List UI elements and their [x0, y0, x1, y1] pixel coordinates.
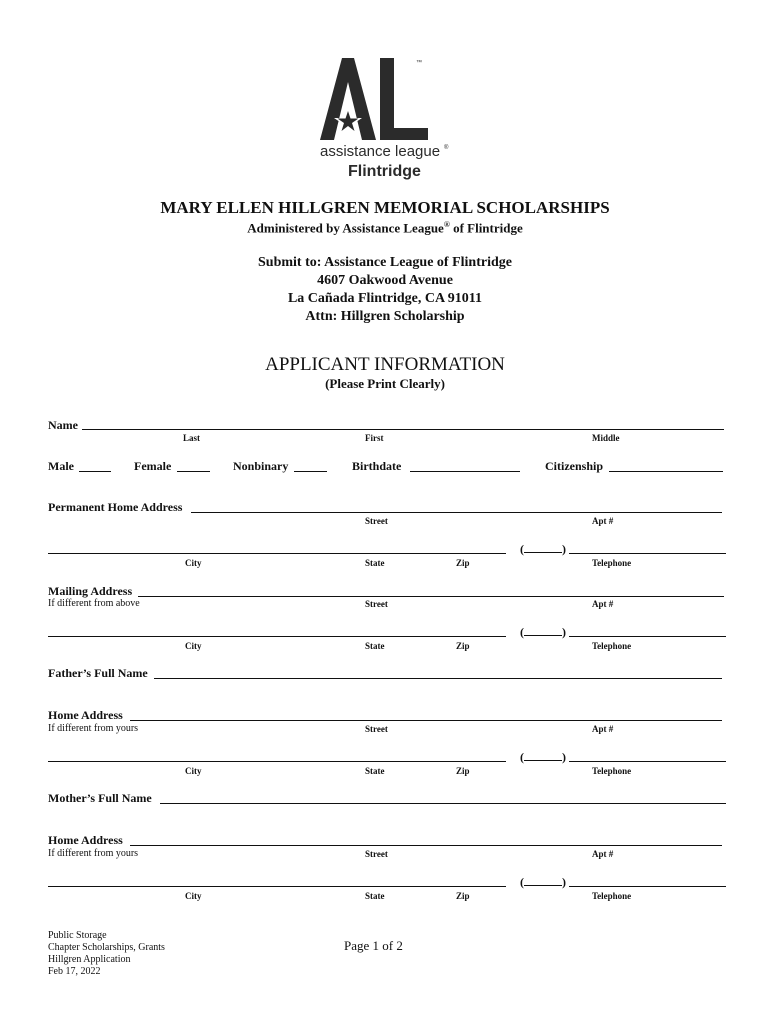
mother-street-caption: Street [365, 849, 388, 859]
name-last-caption: Last [183, 433, 201, 443]
administered-reg: ® [443, 220, 450, 229]
submit-to-line-4: Attn: Hillgren Scholarship [305, 309, 465, 324]
administered-post: of Flintridge [449, 220, 523, 236]
female-label: Female [134, 459, 172, 473]
permanent-telephone-caption: Telephone [592, 558, 632, 568]
page-number: Page 1 of 2 [344, 938, 403, 953]
logo-line1: assistance league [320, 143, 441, 160]
permanent-telephone-area-code[interactable]: ( ) [520, 542, 566, 556]
footer-line-4: Feb 17, 2022 [48, 966, 101, 977]
footer-info [48, 930, 165, 978]
nonbinary-field[interactable] [294, 471, 327, 472]
section-title: APPLICANT INFORMATION [265, 354, 505, 375]
footer-line-3: Hillgren Application [48, 954, 131, 965]
father-zip-caption: Zip [456, 766, 470, 776]
mailing-address-label: Mailing Address [48, 584, 133, 598]
name-label: Name [48, 418, 78, 432]
mother-home-address-label: Home Address [48, 833, 123, 847]
mailing-apt-caption: Apt # [592, 599, 614, 609]
father-telephone-area-code[interactable]: ( ) [520, 750, 566, 764]
logo-line2: Flintridge [348, 163, 421, 180]
father-home-address-label: Home Address [48, 708, 123, 722]
male-field[interactable] [79, 471, 111, 472]
mother-telephone-field[interactable] [569, 886, 726, 887]
administered-by [0, 220, 770, 236]
submit-to-line-3: La Cañada Flintridge, CA 91011 [287, 291, 483, 306]
mailing-city-caption: City [185, 641, 202, 651]
birthdate-label: Birthdate [352, 459, 402, 473]
mother-name-label: Mother’s Full Name [48, 791, 152, 805]
document-title: MARY ELLEN HILLGREN MEMORIAL SCHOLARSHIPS [160, 198, 610, 217]
father-telephone-field[interactable] [569, 761, 726, 762]
logo-reg: ® [444, 145, 449, 151]
mother-zip-caption: Zip [456, 891, 470, 901]
mailing-state-caption: State [365, 641, 385, 651]
citizenship-field[interactable] [609, 471, 723, 472]
father-apt-caption: Apt # [592, 724, 614, 734]
logo-tm: ™ [416, 60, 422, 66]
mailing-street-caption: Street [365, 599, 388, 609]
footer-line-1: Public Storage [48, 930, 107, 941]
name-field[interactable] [82, 429, 724, 430]
permanent-address-field[interactable] [191, 512, 722, 513]
mother-home-address-note: If different from yours [48, 848, 139, 859]
mother-apt-caption: Apt # [592, 849, 614, 859]
mother-telephone-caption: Telephone [592, 891, 632, 901]
father-state-caption: State [365, 766, 385, 776]
section-subtitle: (Please Print Clearly) [325, 376, 445, 391]
father-city-state-zip-field[interactable] [48, 761, 506, 762]
mother-home-address-field[interactable] [130, 845, 722, 846]
permanent-city-caption: City [185, 558, 202, 568]
father-name-label: Father’s Full Name [48, 666, 148, 680]
submit-to-line-1: Submit to: Assistance League of Flintridge [258, 255, 512, 270]
permanent-address-label: Permanent Home Address [48, 500, 183, 514]
mailing-telephone-field[interactable] [569, 636, 726, 637]
mailing-zip-caption: Zip [456, 641, 470, 651]
mother-city-state-zip-field[interactable] [48, 886, 506, 887]
administered-pre: Administered by Assistance League [247, 220, 444, 236]
organization-logo [310, 52, 470, 182]
permanent-telephone-field[interactable] [569, 553, 726, 554]
mother-telephone-area-code[interactable]: ( ) [520, 875, 566, 889]
mailing-telephone-area-code[interactable]: ( ) [520, 625, 566, 639]
permanent-state-caption: State [365, 558, 385, 568]
mailing-address-note: If different from above [48, 598, 140, 609]
submit-to-line-2: 4607 Oakwood Avenue [317, 273, 453, 288]
mailing-address-field[interactable] [138, 596, 724, 597]
citizenship-label: Citizenship [545, 459, 604, 473]
father-city-caption: City [185, 766, 202, 776]
name-middle-caption: Middle [592, 433, 620, 443]
father-home-address-note: If different from yours [48, 723, 139, 734]
permanent-zip-caption: Zip [456, 558, 470, 568]
name-first-caption: First [365, 433, 384, 443]
permanent-street-caption: Street [365, 516, 388, 526]
permanent-apt-caption: Apt # [592, 516, 614, 526]
father-telephone-caption: Telephone [592, 766, 632, 776]
father-name-field[interactable] [154, 678, 722, 679]
mother-name-field[interactable] [160, 803, 726, 804]
mailing-city-state-zip-field[interactable] [48, 636, 506, 637]
female-field[interactable] [177, 471, 210, 472]
mother-city-caption: City [185, 891, 202, 901]
footer-line-2: Chapter Scholarships, Grants [48, 942, 165, 953]
permanent-city-state-zip-field[interactable] [48, 553, 506, 554]
birthdate-field[interactable] [410, 471, 520, 472]
nonbinary-label: Nonbinary [233, 459, 289, 473]
father-street-caption: Street [365, 724, 388, 734]
father-home-address-field[interactable] [130, 720, 722, 721]
mailing-telephone-caption: Telephone [592, 641, 632, 651]
male-label: Male [48, 459, 74, 473]
mother-state-caption: State [365, 891, 385, 901]
